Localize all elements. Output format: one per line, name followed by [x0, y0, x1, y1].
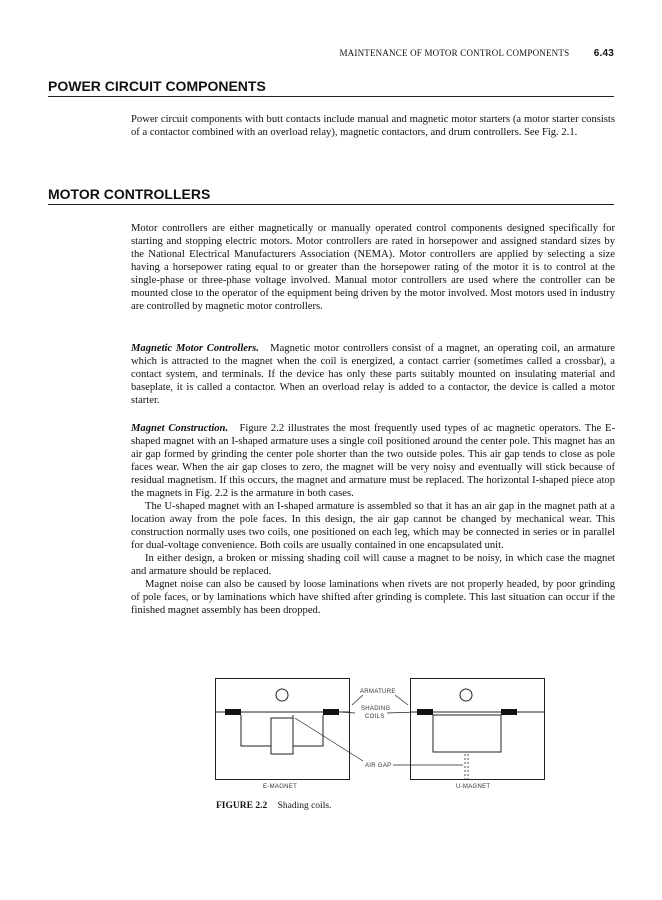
- label-shading-2: COILS: [365, 714, 385, 720]
- magnetic-controllers-paragraph: [131, 342, 615, 407]
- figure-caption: [216, 801, 331, 811]
- controllers-intro-paragraph: Motor controllers are either magnetically or manually operated control components designed specifically for starting and stopping electric motors. Motor controllers are rated in horsepower and assigned standard sizes by the National Electrical Manufacturers Association (NEMA). Motor controllers are applied by selecting a size having a horsepower rating equal to or greater than the horsepower rating of the motor it is to control at the single-phase or three-phase voltage involved. Manual motor controllers are used where the controller can be mounted close to the operator of the equipment being driven by the motor involved. Most motors used in industry are controlled by magnetic motor controllers.: [131, 223, 615, 312]
- section-heading-controllers: MOTOR CONTROLLERS: [48, 186, 614, 205]
- label-e-magnet: E-MAGNET: [263, 784, 298, 790]
- section-heading-power: POWER CIRCUIT COMPONENTS: [48, 78, 614, 97]
- power-paragraph-block: [131, 113, 615, 139]
- running-head: [339, 48, 614, 59]
- label-u-magnet: U-MAGNET: [456, 784, 491, 790]
- armature-leader-right: [395, 695, 408, 705]
- figure-caption-text: Shading coils.: [277, 801, 332, 811]
- e-armature-rivet: [276, 689, 288, 701]
- power-paragraph: Power circuit components with butt contacts include manual and magnetic motor starters (a motor starter consists of a contactor combined with an overload relay), magnetic contactors, and drum controllers. See Fig. 2.1.: [131, 114, 615, 138]
- magnet-noise-paragraph: Magnet noise can also be caused by loose laminations when rivets are not properly headed, by poor grinding of pole faces, or by laminations which have shifted after grinding is complete. This last situation can occur if the finished magnet assembly has been dropped.: [131, 579, 615, 616]
- e-left-window: [241, 715, 271, 746]
- shading-coils-diagram: [215, 678, 545, 790]
- armature-leader-left: [352, 695, 363, 705]
- label-air-gap: AIR GAP: [365, 763, 392, 769]
- airgap-leader-left: [295, 718, 363, 761]
- magnetic-controllers-block: [131, 342, 615, 407]
- u-armature-rivet: [460, 689, 472, 701]
- label-shading-1: SHADING: [361, 706, 391, 712]
- e-magnet-frame: [216, 679, 350, 780]
- e-shading-coil-left: [225, 709, 241, 715]
- shading-leader-right: [387, 712, 417, 713]
- magnet-construction-runin: Magnet Construction.: [131, 423, 229, 434]
- magnet-construction-block: [131, 422, 615, 617]
- u-magnet-paragraph: The U-shaped magnet with an I-shaped armature is assembled so that it has an air gap in the magnet path at a location away from the pole faces. In this design, the air gap cannot be changed by mechanical wear. This construction normally uses two coils, one positioned on each leg, which may be connected in series or in parallel for dual-voltage convenience. Both coils are usually contained in one encapsulated unit.: [131, 501, 615, 551]
- page-number: 6.43: [593, 48, 614, 59]
- shading-leader-left: [341, 712, 355, 713]
- magnet-construction-text: Figure 2.2 illustrates the most frequently used types of ac magnetic operators. The E-shaped magnet with an I-shaped armature uses a single coil positioned around the center pole. This magnet has an air gap formed by grinding the center pole shorter than the two outside poles. This air gap tends to close as pole faces wear. When the air gap closes to zero, the magnet will be very noisy and eventually will stick because of residual magnetism. If this occurs, the magnet and armature must be replaced. The horizontal I-shaped piece atop the magnets in Fig. 2.2 is the armature in both cases.: [131, 423, 616, 499]
- e-center-pole: [271, 718, 293, 754]
- u-shading-coil-left: [417, 709, 433, 715]
- figure-shading-coils: [215, 678, 545, 790]
- label-armature: ARMATURE: [360, 689, 396, 695]
- controllers-intro-block: [131, 222, 615, 313]
- u-magnet-frame: [411, 679, 545, 780]
- e-shading-coil-right: [323, 709, 339, 715]
- running-title: MAINTENANCE OF MOTOR CONTROL COMPONENTS: [339, 48, 570, 58]
- figure-caption-label: FIGURE 2.2: [216, 801, 268, 811]
- magnetic-controllers-text: Magnetic motor controllers consist of a magnet, an operating coil, an armature which is attracted to the magnet when the coil is energized, a contact carrier (sometimes called a crossbar), a contact system, and terminals. If the device has only these parts suitably mounted on insulating material and baseplate, it is called a contactor. When an overload relay is added to a contactor, the device is called a motor starter.: [131, 343, 616, 406]
- u-inner-window: [433, 715, 501, 752]
- shading-coil-paragraph: In either design, a broken or missing shading coil will cause a magnet to be noisy, in which case the magnet and armature should be replaced.: [131, 553, 615, 577]
- magnet-construction-paragraph: [131, 422, 615, 500]
- magnetic-controllers-runin: Magnetic Motor Controllers.: [131, 343, 259, 354]
- u-shading-coil-right: [501, 709, 517, 715]
